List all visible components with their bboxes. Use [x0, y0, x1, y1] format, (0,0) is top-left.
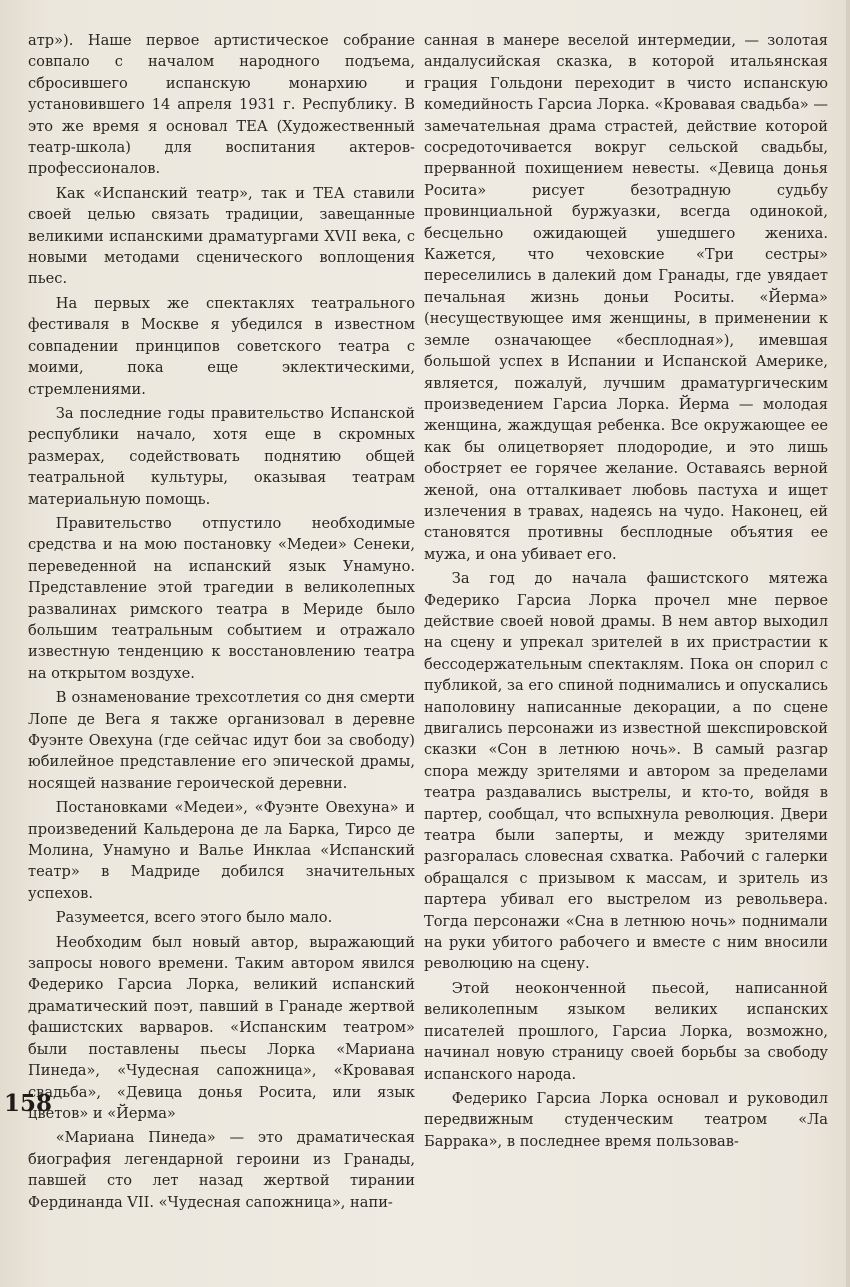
paragraph: «Мариана Пинеда» — это драматическая биография легендарной героини из Гранады, павшей сто лет назад жертвой тирании Фердинанда VII. «Чудесная сапожница», напи- [28, 1129, 415, 1211]
paragraph: Федерико Гарсиа Лорка основал и руководил передвижным студенческим театром «Ла Барракa», в последнее время пользовав- [424, 1089, 828, 1150]
paragraph: Правительство отпустило необходимые средства и на мою постановку «Медеи» Сенеки, переведенной на испанский язык Унамуно. Представление этой трагедии в великолепных развалинах римского театра в Мериде было большим театральным событием и отражало известную тенденцию к восстановлению театра на открытом воздухе. [28, 514, 415, 682]
paragraph: Необходим был новый автор, выражающий запросы нового времени. Таким автором явился Федерико Гарсиа Лорка, великий испанский драматический поэт, павший в Гранаде жертвой фашистских варваров. «Испанским театром» были поставлены пьесы Лорка «Мариана Пинеда», «Чудесная сапожница», «Кровавая свадьба», «Девица донья Росита, или язык цветов» и «Йерма» [28, 933, 415, 1122]
paragraph: атр»). Наше первое артистическое собрание совпало с началом народного подъема, сбросившего испанскую монархию и установившего 14 апреля 1931 г. Республику. В это же время я основал ТЕА (Художественный театр-школа) для воспитания актеров-профессионалов. [28, 32, 415, 178]
page-number: 158 [4, 1090, 53, 1117]
paragraph: Разумеется, всего этого было мало. [55, 909, 333, 927]
paragraph: санная в манере веселой интермедии, — золотая андалусийская сказка, в которой итальянская грация Гольдони переходит в чисто испанскую комедийность Гарсиа Лорка. «Кровавая свадьба» — замечательная драма страстей, действие которой сосредоточивается вокруг сельской свадьбы, прерванной похищением невесты. «Девица донья Росита» рисует безотрадную судьбу провинциальной буржуазки, всегда одинокой, бесцельно ожидающей ушедшего жениха. Кажется, что чеховские «Три сестры» переселились в далекий дом Гранады, где увядает печальная жизнь доньи Роситы. «Йерма» (несуществующее имя женщины, в применении к земле означающее «бесплодная»), имевшая большой успех в Испании и Испанской Америке, является, пожалуй, лучшим драматургическим произведением Гарсиа Лорка. Йерма — молодая женщина, жаждущая ребенка. Все окружающее ее как бы олицетворяет плодородие, и это лишь обостряет ее горячее желание. Оставаясь верной женой, она отталкивает любовь пастуха и ищет излечения в травах, надеясь на чудо. Наконец, ей становятся противны бесплодные объятия ее мужа, и она убивает его. [424, 32, 828, 563]
paragraph: Постановками «Медеи», «Фуэнте Овехуна» и произведений Кальдерона де ла Барка, Тирсо де Молина, Унамуно и Валье Инклаа «Испанский театр» в Мадриде добился значительных успехов. [28, 799, 415, 902]
right-text-column [424, 30, 828, 1155]
paragraph: Как «Испанский театр», так и ТЕА ставили своей целью связать традиции, завещанные великими испанскими драматургами XVII века, с новыми методами сценического воплощения пьес. [28, 184, 415, 288]
paragraph: За последние годы правительство Испанской республики начало, хотя еще в скромных размерах, содействовать поднятию общей театральной культуры, оказывая театрам материальную помощь. [28, 404, 415, 508]
paragraph: В ознаменование трехсотлетия со дня смерти Лопе де Вега я также организовал в деревне Фуэнте Овехуна (где сейчас идут бои за свободу) юбилейное представление его эпической драмы, носящей название героической деревни. [28, 689, 415, 792]
page-edge-shadow [846, 0, 850, 1287]
paragraph: На первых же спектаклях театрального фестиваля в Москве я убедился в известном совпадении принципов советского театра с моими, пока еще эклектическими, стремлениями. [28, 294, 415, 398]
paragraph: За год до начала фашистского мятежа Федерико Гарсиа Лорка прочел мне первое действие своей новой драмы. В нем автор выходил на сцену и упрекал зрителей в их пристрастии к бессодержательным спектаклям. Пока он спорил с публикой, за его спиной поднимались и опускались наполовину написанные декорации, а по сцене двигались персонажи из известной шекспировской сказки «Сон в летнюю ночь». В самый разгар спора между зрителями и автором за пределами театра раздавались выстрелы, и кто-то, войдя в партер, сообщал, что вспыхнула революция. Двери театра были заперты, и между зрителями разгоралась словесная схватка. Рабочий с галерки обращался с призывом к массам, и зритель из партера убивал его выстрелом из револьвера. Тогда персонажи «Сна в летнюю ночь» поднимали на руки убитого рабочего и вместе с ним вносили революцию на сцену. [424, 570, 828, 973]
left-text-column [28, 30, 415, 1216]
paragraph: Этой неоконченной пьесой, написанной великолепным языком великих испанских писателей прошлого, Гарсиа Лорка, возможно, начинал новую страницу своей борьбы за свободу испанского народа. [424, 979, 828, 1083]
